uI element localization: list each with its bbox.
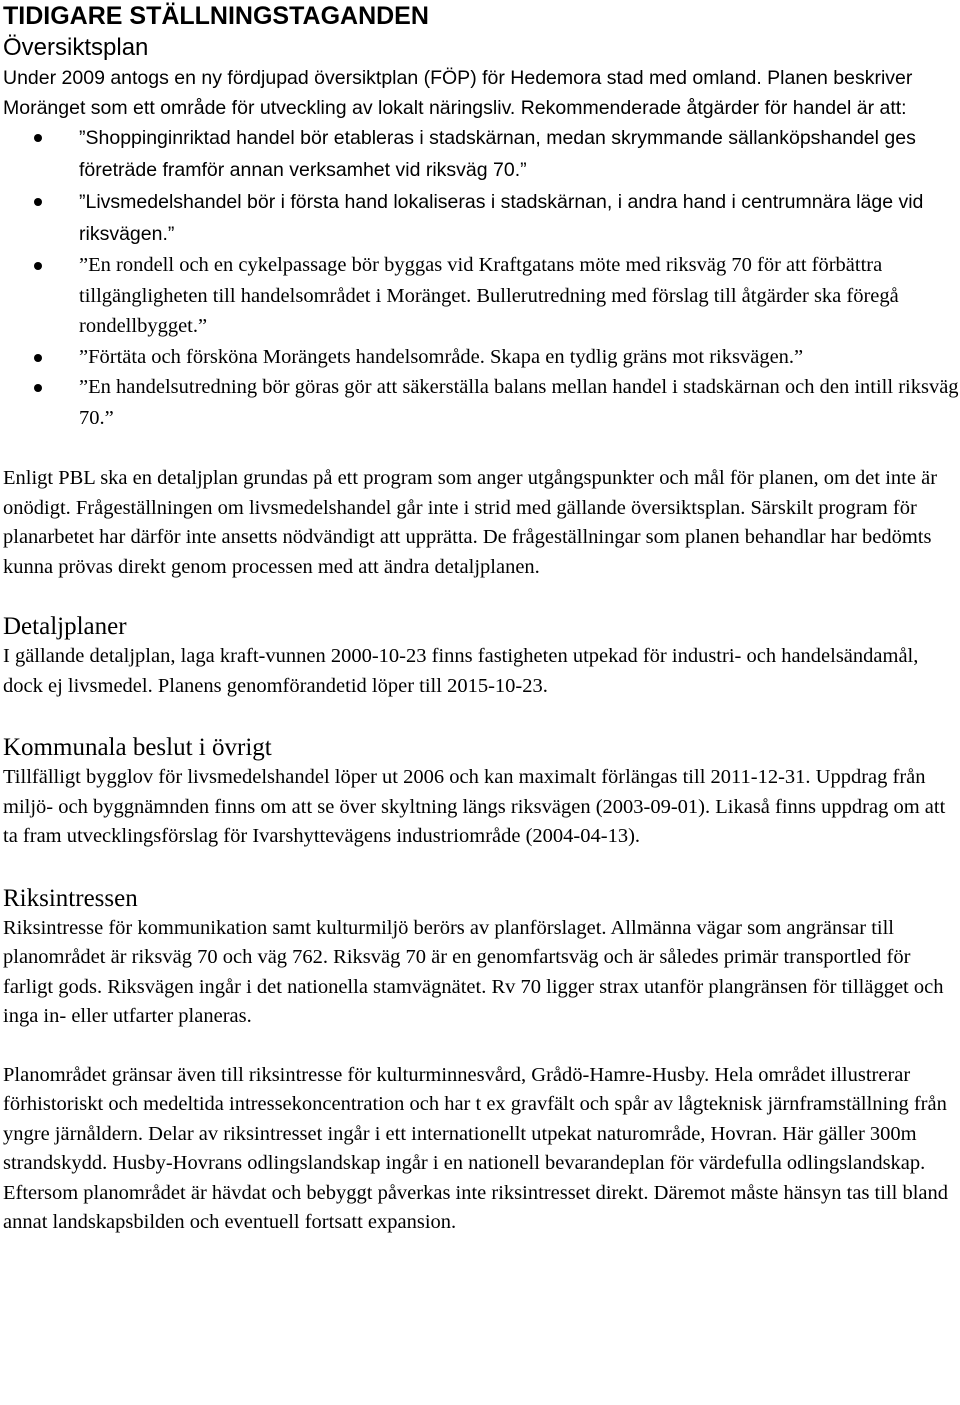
section-heading-oversiktsplan: Översiktsplan [3,34,149,61]
list-item-text-sans: ”Shoppinginriktad handel bör etableras i stadskärnan, medan skrymmande sällanköpshandel ges företräde framför annan verksamhet vid riksväg 70.” [79,127,916,181]
page-title: TIDIGARE STÄLLNINGSTAGANDEN [3,2,429,30]
list-item-text-serif: ”Förtäta och försköna Morängets handelsområde. Skapa en tydlig gräns mot riksvägen.” [79,345,804,368]
list-item-text-sans: ”Livsmedelshandel bör i första hand lokaliseras i stadskärnan, i andra hand i centrumnära läge vid riksvägen.” [79,191,924,245]
list-item-text-serif: ”En rondell och en cykelpassage bör byggas vid Kraftgatans möte med riksväg 70 för att förbättra tillgängligheten till handelsområdet i Moränget. Bullerutredning med förslag till åtgärder ska föregå rondellbygget.” [79,254,899,337]
section-heading-detaljplaner: Detaljplaner [3,613,127,640]
detaljplaner-text: I gällande detaljplan, laga kraft-vunnen 2000-10-23 finns fastigheten utpekad för industri- och handelsändamål, dock ej livsmedel. Planens genomförandetid löper till 2015-10-23. [3,645,919,697]
bullet-icon [34,262,42,270]
bullet-icon [34,384,42,392]
list-item-text-serif: ”En handelsutredning bör göras gör att säkerställa balans mellan handel i stadskärnan och den intill riksväg 70.” [79,376,959,429]
list-item [3,187,960,251]
recommendation-list [3,123,960,434]
section-heading-riksintressen: Riksintressen [3,884,138,912]
bullet-icon [34,354,42,362]
riksintressen-text-2: Planområdet gränsar även till riksintresse för kulturminnesvård, Grådö-Hamre-Husby. Hela området illustrerar förhistoriskt och medeltida intressekoncentration och har t ex gravfält och spår av lågteknisk järnframställning från yngre järnåldern. Delar av riksintresset ingår i ett internationellt utpekat naturområde, Hovran. Här gäller 300m strandskydd. Husby-Hovrans odlingslandskap ingår i en nationell bevarandeplan för värdefulla odlingslandskap. Eftersom planområdet är hävdat och bebyggt påverkas inte riksintresset direkt. Däremot måste hänsyn tas till bland annat landskapsbilden och eventuell fortsatt expansion. [3,1063,949,1233]
list-item [3,251,960,343]
list-item [3,123,960,187]
riksintressen-text-1: Riksintresse för kommunikation samt kulturmiljö berörs av planförslaget. Allmänna vägar som angränsar till planområdet är riksväg 70 och väg 762. Riksväg 70 är en genomfartsväg och är således primär transportled för farligt gods. Riksvägen ingår i det nationella stamvägnätet. Rv 70 ligger strax utanför plangränsen för tillägget och inga in- eller utfarter planeras. [3,916,944,1027]
bullet-icon [34,134,42,142]
list-item [3,343,960,374]
list-item [3,373,960,434]
section-heading-kommunala-beslut: Kommunala beslut i övrigt [3,734,272,761]
pbl-paragraph: Enligt PBL ska en detaljplan grundas på ett program som anger utgångspunkter och mål för planen, om det inte är onödigt. Frågeställningen om livsmedelshandel går inte i strid med gällande översiktsplan. Särskilt program för planarbetet har därför inte ansetts nödvändigt att upprätta. De frågeställningar som planen behandlar har bedömts kunna prövas direkt genom processen med att ändra detaljplanen. [3,467,938,578]
kommunala-text: Tillfälligt bygglov för livsmedelshandel löper ut 2006 och kan maximalt förlängas till 2011-12-31. Uppdrag från miljö- och byggnämnden finns om att se över skyltning längs riksvägen (2003-09-01). Likaså finns uppdrag om att ta fram utvecklingsförslag för Ivarshyttevägens industriområde (2004-04-13). [3,766,946,847]
oversiktsplan-intro: Under 2009 antogs en ny fördjupad översiktplan (FÖP) för Hedemora stad med omland. Planen beskriver Moränget som ett område för utveckling av lokalt näringsliv. Rekommenderade åtgärder för handel är att: [3,67,913,119]
bullet-icon [34,198,42,206]
